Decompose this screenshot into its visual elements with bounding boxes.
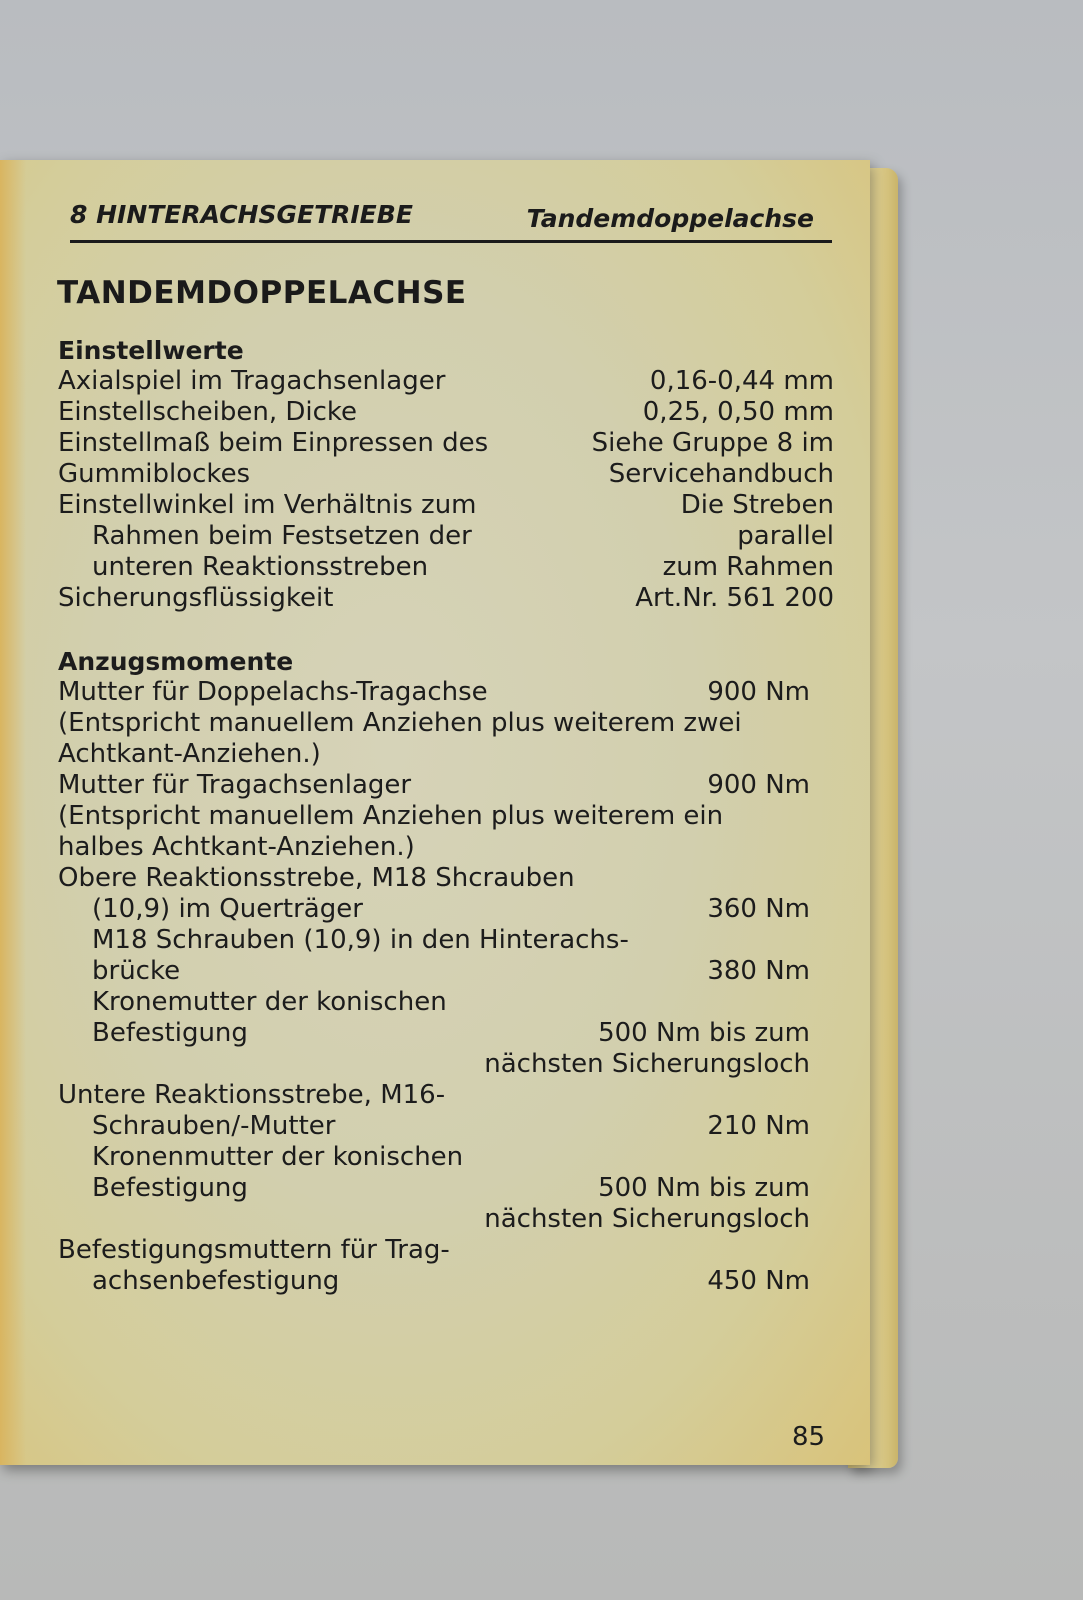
torque-row xyxy=(58,1266,810,1297)
torque-note: Achtkant-Anziehen.) xyxy=(58,739,321,769)
settings-label: Einstellmaß beim Einpressen des xyxy=(58,428,489,458)
torque-label: Kronenmutter der konischen xyxy=(92,1142,464,1172)
settings-section xyxy=(58,335,834,614)
settings-label: Einstellscheiben, Dicke xyxy=(58,397,358,427)
torque-value: 900 Nm xyxy=(707,770,810,800)
settings-heading: Einstellwerte xyxy=(58,336,244,365)
torque-value: 450 Nm xyxy=(707,1266,810,1296)
page-number: 85 xyxy=(792,1422,826,1452)
section-title: Tandemdoppelachse xyxy=(526,204,814,233)
torque-value: 360 Nm xyxy=(707,894,810,924)
torque-row xyxy=(58,1018,810,1049)
page-title: TANDEMDOPPELACHSE xyxy=(57,275,467,311)
torque-group-label: Untere Reaktionsstrebe, M16- xyxy=(58,1080,446,1110)
torque-group-label: Obere Reaktionsstrebe, M18 Shcrauben xyxy=(58,863,575,893)
torque-row xyxy=(58,894,810,925)
torque-row xyxy=(58,956,810,987)
chapter-title: 8 HINTERACHSGETRIEBE xyxy=(70,200,413,229)
settings-label: Axialspiel im Tragachsenlager xyxy=(58,366,446,396)
torque-value-continued: nächsten Sicherungsloch xyxy=(484,1049,810,1079)
torque-row xyxy=(58,677,810,708)
settings-row xyxy=(58,583,834,614)
settings-value: Die Streben xyxy=(680,490,834,520)
settings-label: unteren Reaktionsstreben xyxy=(92,552,429,582)
settings-row xyxy=(58,428,834,459)
torque-label: Kronemutter der konischen xyxy=(92,987,447,1017)
settings-label: Sicherungsflüssigkeit xyxy=(58,583,334,613)
torque-label: Mutter für Tragachsenlager xyxy=(58,770,412,800)
settings-value: Art.Nr. 561 200 xyxy=(635,583,834,613)
torque-label: Befestigung xyxy=(92,1173,248,1203)
settings-value: 0,25, 0,50 mm xyxy=(642,397,834,427)
settings-value: Siehe Gruppe 8 im xyxy=(591,428,834,458)
settings-row xyxy=(58,521,834,552)
settings-label: Gummiblockes xyxy=(58,459,251,489)
settings-value: 0,16-0,44 mm xyxy=(649,366,834,396)
torque-heading: Anzugsmomente xyxy=(58,647,294,676)
torque-value: 380 Nm xyxy=(707,956,810,986)
torque-group-label: Befestigungsmuttern für Trag- xyxy=(58,1235,450,1265)
settings-value: Servicehandbuch xyxy=(608,459,834,489)
torque-label: brücke xyxy=(92,956,181,986)
book-page xyxy=(0,160,870,1465)
torque-value: 500 Nm bis zum xyxy=(598,1018,810,1048)
settings-row xyxy=(58,490,834,521)
torque-note: (Entspricht manuellem Anziehen plus weiterem ein xyxy=(58,801,724,831)
torque-label: achsenbefestigung xyxy=(92,1266,340,1296)
settings-label: Rahmen beim Festsetzen der xyxy=(92,521,472,551)
torque-row xyxy=(58,770,810,801)
settings-row xyxy=(58,366,834,397)
settings-value: zum Rahmen xyxy=(662,552,834,582)
torque-row xyxy=(58,1173,810,1204)
torque-note: halbes Achtkant-Anziehen.) xyxy=(58,832,415,862)
torque-label: M18 Schrauben (10,9) in den Hinterachs- xyxy=(92,925,629,955)
torque-label: Schrauben/-Mutter xyxy=(92,1111,336,1141)
settings-row xyxy=(58,552,834,583)
torque-row xyxy=(58,1111,810,1142)
torque-value: 210 Nm xyxy=(707,1111,810,1141)
settings-label: Einstellwinkel im Verhältnis zum xyxy=(58,490,477,520)
torque-value: 900 Nm xyxy=(707,677,810,707)
torque-note: (Entspricht manuellem Anziehen plus weiterem zwei xyxy=(58,708,742,738)
torque-section xyxy=(58,646,810,1297)
running-header xyxy=(70,198,832,243)
torque-label: (10,9) im Querträger xyxy=(92,894,363,924)
torque-value-continued: nächsten Sicherungsloch xyxy=(484,1204,810,1234)
torque-value: 500 Nm bis zum xyxy=(598,1173,810,1203)
settings-row xyxy=(58,459,834,490)
torque-label: Mutter für Doppelachs-Tragachse xyxy=(58,677,488,707)
settings-row xyxy=(58,397,834,428)
settings-value: parallel xyxy=(737,521,834,551)
torque-label: Befestigung xyxy=(92,1018,248,1048)
